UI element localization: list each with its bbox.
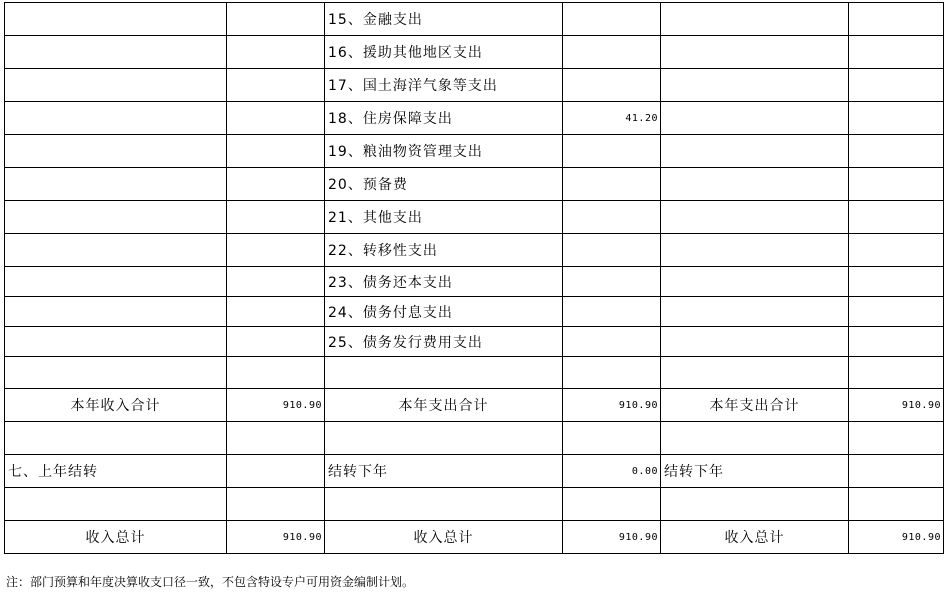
grand-expense2-total-label: 收入总计	[661, 521, 849, 554]
expense-item-label: 16、援助其他地区支出	[325, 36, 563, 69]
table-row	[5, 135, 944, 168]
expense-item-label: 18、住房保障支出	[325, 102, 563, 135]
expense-item-amount	[563, 201, 661, 234]
table-row	[5, 327, 944, 357]
expense-item-amount	[563, 69, 661, 102]
table-row	[5, 168, 944, 201]
year-expense2-total-value: 910.90	[849, 389, 944, 422]
expense-item-label: 15、金融支出	[325, 3, 563, 36]
budget-table	[4, 2, 944, 554]
table-row	[5, 69, 944, 102]
prior-year-carryover-label: 七、上年结转	[5, 455, 227, 488]
grand-income-total-value: 910.90	[227, 521, 325, 554]
blank-row	[5, 422, 944, 455]
grand-income-total-label: 收入总计	[5, 521, 227, 554]
table-row	[5, 102, 944, 135]
expense-item-label: 21、其他支出	[325, 201, 563, 234]
carryover-row	[5, 455, 944, 488]
year-income-total-value: 910.90	[227, 389, 325, 422]
carry-forward-label: 结转下年	[325, 455, 563, 488]
carry-forward-value: 0.00	[563, 455, 661, 488]
expense-item-amount	[563, 168, 661, 201]
footnote: 注：部门预算和年度决算收支口径一致，不包含特设专户可用资金编制计划。	[6, 575, 415, 589]
expense-item-label: 20、预备费	[325, 168, 563, 201]
expense-item-amount	[563, 36, 661, 69]
carry-forward-label-2: 结转下年	[661, 455, 849, 488]
expense-item-label: 23、债务还本支出	[325, 267, 563, 297]
table-row	[5, 234, 944, 267]
expense-item-amount	[563, 135, 661, 168]
expense-item-amount	[563, 267, 661, 297]
grand-total-row	[5, 521, 944, 554]
expense-item-label: 19、粮油物资管理支出	[325, 135, 563, 168]
expense-item-label: 24、债务付息支出	[325, 297, 563, 327]
grand-expense-total-label: 收入总计	[325, 521, 563, 554]
blank-row	[5, 357, 944, 389]
table-row	[5, 36, 944, 69]
year-expense-total-label: 本年支出合计	[325, 389, 563, 422]
expense-item-amount	[563, 234, 661, 267]
expense-item-label: 17、国土海洋气象等支出	[325, 69, 563, 102]
grand-expense-total-value: 910.90	[563, 521, 661, 554]
grand-expense2-total-value: 910.90	[849, 521, 944, 554]
year-expense2-total-label: 本年支出合计	[661, 389, 849, 422]
expense-item-amount	[563, 3, 661, 36]
year-total-row	[5, 389, 944, 422]
blank-row	[5, 488, 944, 521]
expense-item-amount	[563, 297, 661, 327]
year-income-total-label: 本年收入合计	[5, 389, 227, 422]
expense-item-label: 25、债务发行费用支出	[325, 327, 563, 357]
expense-item-label: 22、转移性支出	[325, 234, 563, 267]
expense-item-amount	[563, 327, 661, 357]
table-row	[5, 297, 944, 327]
expense-item-rows	[5, 3, 944, 357]
year-expense-total-value: 910.90	[563, 389, 661, 422]
expense-item-amount: 41.20	[563, 102, 661, 135]
table-row	[5, 201, 944, 234]
table-row	[5, 3, 944, 36]
table-row	[5, 267, 944, 297]
